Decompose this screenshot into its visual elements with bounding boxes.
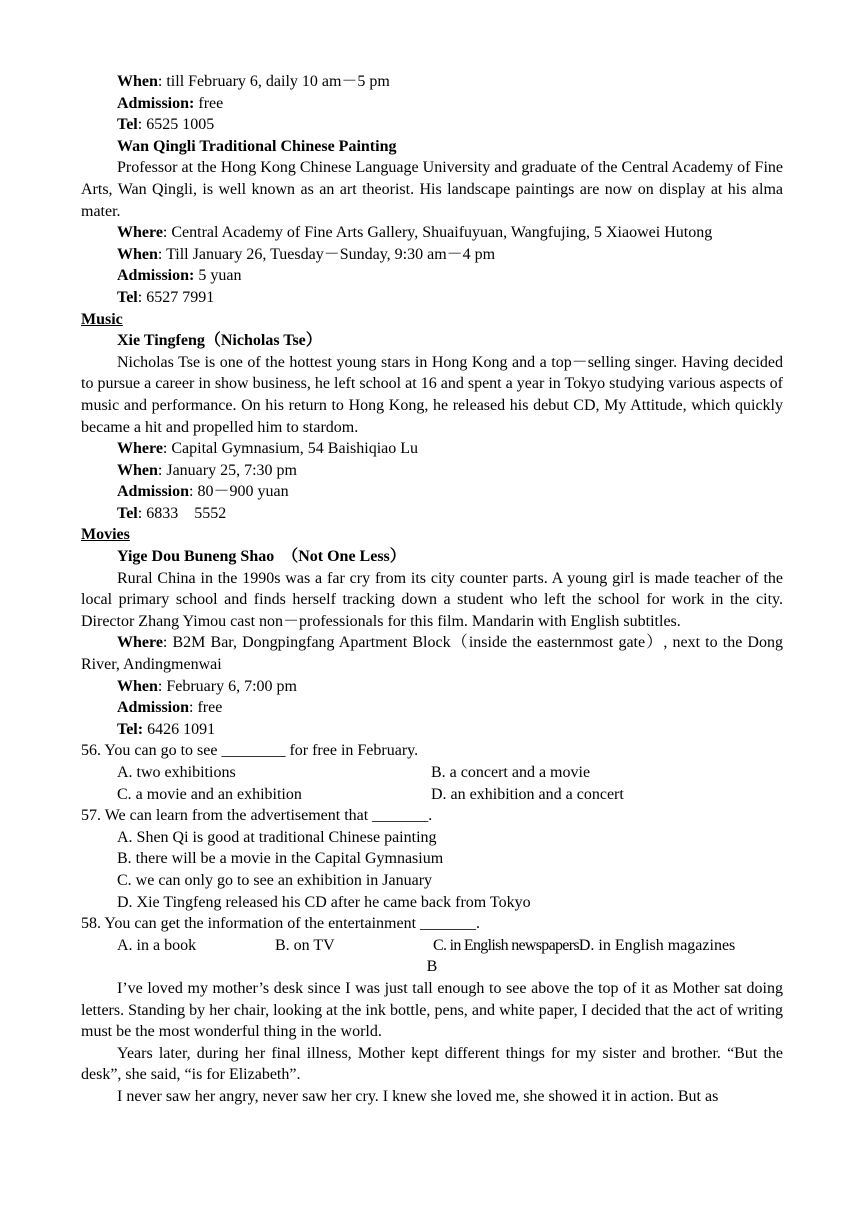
exhibit2-where: Where: Central Academy of Fine Arts Gallery, Shuaifuyuan, Wangfujing, 5 Xiaowei Hutong	[117, 224, 713, 242]
music-heading: Music	[81, 310, 123, 328]
movies-title: Yige Dou Buneng Shao （Not One Less）	[117, 548, 406, 566]
passage-b-paragraph-2: Years later, during her final illness, Mother kept different things for my sister and brother. “But the desk”, she said, “is for Elizabeth”.	[81, 1044, 783, 1084]
question-56-option-b: B. a concert and a movie	[431, 764, 591, 781]
movies-heading: Movies	[81, 526, 130, 544]
question-58-option-b: B. on TV	[275, 936, 335, 954]
question-57-option-c: C. we can only go to see an exhibition in January	[117, 871, 433, 889]
movies-tel: Tel: 6426 1091	[117, 720, 216, 738]
exhibit1-when: When: till February 6, daily 10 am－5 pm	[117, 73, 390, 90]
question-57-option-d: D. Xie Tingfeng released his CD after he came back from Tokyo	[117, 893, 531, 911]
exhibit2-title: Wan Qingli Traditional Chinese Painting	[117, 137, 397, 155]
question-58-options	[81, 935, 783, 957]
music-when: When: January 25, 7:30 pm	[117, 461, 297, 479]
exhibit2-description: Professor at the Hong Kong Chinese Language University and graduate of the Central Academy of Fine Arts, Wan Qingli, is well known as an art theorist. His landscape paintings are now on display at his alma mater.	[81, 159, 783, 220]
movies-admission: Admission: free	[117, 699, 223, 717]
question-56-option-d: D. an exhibition and a concert	[431, 785, 624, 803]
movies-where: Where: B2M Bar, Dongpingfang Apartment Block（inside the easternmost gate）, next to the Dong River, Andingmenwai	[81, 634, 783, 674]
music-description: Nicholas Tse is one of the hottest young stars in Hong Kong and a top－selling singer. Having decided to pursue a career in show business, he left school at 16 and spent a year in Tokyo studying various aspects of music and performance. On his return to Hong Kong, he released his debut CD, My Attitude, which quickly became a hit and propelled him to stardom.	[81, 353, 783, 436]
exhibit2-when: When: Till January 26, Tuesday－Sunday, 9:30 am－4 pm	[117, 245, 496, 263]
question-58-stem: 58. You can get the information of the entertainment _______.	[81, 915, 481, 933]
question-56-option-c: C. a movie and an exhibition	[117, 785, 302, 803]
music-where: Where: Capital Gymnasium, 54 Baishiqiao Lu	[117, 440, 419, 458]
question-56-options-row1	[81, 762, 783, 784]
music-admission: Admission: 80－900 yuan	[117, 483, 289, 501]
passage-b-paragraph-1: I’ve loved my mother’s desk since I was just tall enough to see above the top of it as Mother sat doing letters. Standing by her chair, looking at the ink bottle, pens, and white paper, I decided that the act of writing must be the most wonderful thing in the world.	[81, 979, 783, 1041]
passage-b-paragraph-3: I never saw her angry, never saw her cry. I knew she loved me, she showed it in action. But as	[117, 1087, 719, 1105]
exhibit2-admission: Admission: 5 yuan	[117, 267, 242, 285]
passage-b-label: B	[426, 958, 438, 976]
music-title: Xie Tingfeng（Nicholas Tse）	[117, 332, 322, 350]
music-tel: Tel: 6833 5552	[117, 504, 227, 522]
question-58-option-a: A. in a book	[117, 936, 197, 954]
question-57-option-a: A. Shen Qi is good at traditional Chinese painting	[117, 828, 437, 846]
question-56-option-a: A. two exhibitions	[117, 764, 236, 781]
document-page	[81, 71, 783, 1108]
exhibit1-admission: Admission: free	[117, 94, 224, 112]
question-57-stem: 57. We can learn from the advertisement that _______.	[81, 807, 433, 825]
question-58-option-d: D. in English magazines	[578, 936, 736, 954]
question-57-option-b: B. there will be a movie in the Capital Gymnasium	[117, 850, 444, 868]
question-56-stem: 56. You can go to see ________ for free in February.	[81, 742, 419, 760]
question-58-option-c: C. in English newspapers	[433, 936, 579, 954]
exhibit1-tel: Tel: 6525 1005	[117, 116, 215, 134]
exhibit2-tel: Tel: 6527 7991	[117, 288, 215, 306]
movies-when: When: February 6, 7:00 pm	[117, 677, 297, 695]
question-56-options-row2	[81, 784, 783, 806]
movies-description: Rural China in the 1990s was a far cry from its city counter parts. A young girl is made teacher of the local primary school and finds herself tracking down a student who left the school for work in the city. Director Zhang Yimou cast non－professionals for this film. Mandarin with English subtitles.	[81, 569, 783, 630]
